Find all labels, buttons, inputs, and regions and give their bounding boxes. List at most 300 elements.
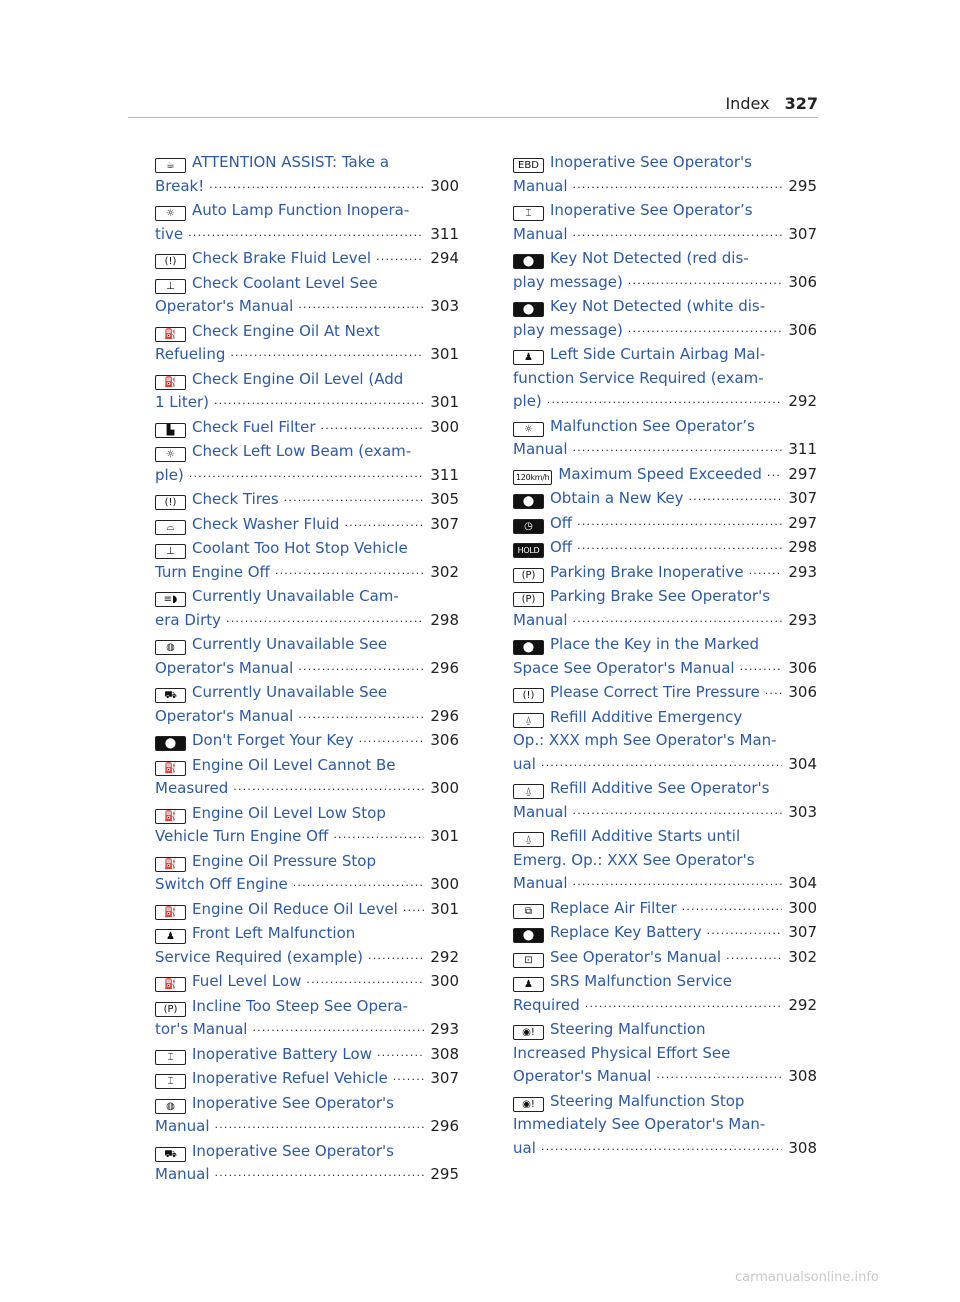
index-entry-text[interactable]: Steering Malfunction xyxy=(550,1020,706,1038)
header-divider xyxy=(128,117,818,118)
dot-leader xyxy=(577,509,782,534)
dot-leader xyxy=(765,678,783,703)
index-entry-text[interactable]: Inoperative See Operator’s xyxy=(550,201,753,219)
index-entry-text[interactable]: Required xyxy=(513,995,580,1014)
index-column-left xyxy=(155,151,459,1188)
index-entry-line xyxy=(155,1115,459,1140)
watermark: carmanualsonline.info xyxy=(735,1270,879,1285)
index-entry-text[interactable]: Left Side Curtain Airbag Mal- xyxy=(550,345,766,363)
dot-leader xyxy=(393,1064,425,1089)
dot-leader xyxy=(321,413,425,438)
dot-leader xyxy=(214,388,424,413)
dot-leader xyxy=(298,654,424,679)
dot-leader xyxy=(306,967,424,992)
page-reference[interactable]: 304 xyxy=(788,874,817,892)
page-reference[interactable]: 311 xyxy=(430,465,459,484)
index-entry-text[interactable]: Immediately See Operator's Man- xyxy=(513,1115,766,1133)
index-entry-line xyxy=(155,657,459,682)
dot-leader xyxy=(585,991,783,1016)
page-reference[interactable]: 300 xyxy=(788,898,817,917)
index-entry-text[interactable]: Off xyxy=(550,538,573,556)
index-entry-text[interactable]: Parking Brake See Operator's xyxy=(550,587,771,605)
lane-assist-icon: ⛟ xyxy=(155,688,186,703)
index-entry-text[interactable]: Obtain a New Key xyxy=(550,489,684,507)
dot-leader xyxy=(209,172,424,197)
index-entry[interactable] xyxy=(513,681,817,706)
index-entry-text[interactable]: Operator's Manual xyxy=(513,1067,652,1085)
key-icon: ⬤ xyxy=(513,928,544,943)
index-entry-line xyxy=(155,898,459,923)
index-entry-text[interactable]: play message) xyxy=(513,320,623,339)
index-entry-line xyxy=(513,825,817,849)
index-entry-text[interactable]: era Dirty xyxy=(155,610,221,629)
page-reference[interactable]: 308 xyxy=(430,1044,459,1063)
page-reference[interactable]: 307 xyxy=(788,489,817,507)
index-entry-text[interactable]: Inoperative Battery Low xyxy=(192,1044,372,1063)
index-entry[interactable] xyxy=(155,1092,459,1140)
index-entry-text[interactable]: Replace Air Filter xyxy=(550,898,677,917)
index-entry-text[interactable]: Key Not Detected (red dis- xyxy=(550,249,749,267)
index-entry[interactable] xyxy=(513,561,817,586)
section-title: Index xyxy=(725,94,770,113)
index-entry-text[interactable]: SRS Malfunction Service xyxy=(550,972,733,990)
index-entry[interactable] xyxy=(155,440,459,488)
index-entry-text[interactable]: Check Tires xyxy=(192,490,279,508)
index-entry-line xyxy=(513,223,817,248)
page-reference[interactable]: 300 xyxy=(430,972,459,990)
engine-oil-icon: ⛽ xyxy=(155,809,186,824)
index-entry-text[interactable]: Manual xyxy=(513,440,568,458)
index-entry[interactable] xyxy=(155,416,459,441)
index-entry-line xyxy=(155,343,459,368)
page-reference[interactable]: 293 xyxy=(430,1020,459,1038)
index-column-right xyxy=(513,151,817,1161)
index-entry[interactable] xyxy=(155,272,459,320)
dot-leader xyxy=(656,1062,782,1087)
index-entry-text[interactable]: Fuel Level Low xyxy=(192,972,302,990)
index-entry[interactable] xyxy=(155,368,459,416)
page-reference[interactable]: 292 xyxy=(788,392,817,410)
index-entry[interactable] xyxy=(155,729,459,754)
index-entry-text[interactable]: function Service Required (exam- xyxy=(513,368,764,387)
page-reference[interactable]: 307 xyxy=(788,923,817,941)
page-reference[interactable]: 306 xyxy=(788,320,817,339)
index-entry-line xyxy=(513,319,817,344)
index-entry[interactable] xyxy=(155,633,459,681)
index-entry-line xyxy=(513,946,817,971)
index-entry[interactable] xyxy=(513,946,817,971)
index-entry[interactable] xyxy=(155,970,459,995)
index-entry[interactable] xyxy=(513,199,817,247)
index-entry-text[interactable]: Turn Engine Off xyxy=(155,562,270,581)
page-header xyxy=(725,94,818,113)
dot-leader xyxy=(573,606,783,631)
index-entry-line xyxy=(155,1163,459,1188)
index-entry-text[interactable]: Operator's Manual xyxy=(155,658,294,677)
engine-oil-icon: ⛽ xyxy=(155,375,186,390)
index-entry-text[interactable]: Measured xyxy=(155,779,229,797)
page-reference[interactable]: 306 xyxy=(788,683,817,701)
index-entry-line xyxy=(155,970,459,995)
speed-limit-icon: 120km/h xyxy=(513,470,552,485)
index-entry-text[interactable]: Place the Key in the Marked xyxy=(550,635,760,653)
index-entry-text[interactable]: Check Engine Oil Level (Add xyxy=(192,369,404,388)
index-entry-text[interactable]: Operator's Manual xyxy=(155,297,294,315)
page-reference[interactable]: 305 xyxy=(430,490,459,508)
assist-circle-icon: ◍ xyxy=(155,640,186,655)
index-entry-text[interactable]: Currently Unavailable See xyxy=(192,683,388,701)
dot-leader xyxy=(333,822,424,847)
index-entry-text[interactable]: Parking Brake Inoperative xyxy=(550,562,744,581)
dot-leader xyxy=(377,1040,424,1065)
auto-lamp-icon: ☼ xyxy=(155,206,186,221)
page-reference[interactable]: 293 xyxy=(788,562,817,581)
index-entry-line xyxy=(513,681,817,706)
page-reference[interactable]: 300 xyxy=(430,779,459,797)
page-reference[interactable]: 296 xyxy=(430,658,459,677)
index-entry-line xyxy=(513,1065,817,1090)
washer-fluid-icon: ⌓ xyxy=(155,520,186,535)
index-entry-text[interactable]: Currently Unavailable Cam- xyxy=(192,587,399,605)
index-entry-text[interactable]: Manual xyxy=(155,1165,210,1183)
dot-leader xyxy=(226,606,424,631)
dot-leader xyxy=(293,870,425,895)
page-reference[interactable]: 301 xyxy=(430,899,459,918)
index-entry-text[interactable]: Auto Lamp Function Inopera- xyxy=(192,201,410,219)
engine-oil-icon: ⛽ xyxy=(155,327,186,342)
index-entry[interactable] xyxy=(155,320,459,368)
index-entry-text[interactable]: Manual xyxy=(155,1117,210,1135)
dot-leader xyxy=(682,894,783,919)
index-entry[interactable] xyxy=(155,537,459,585)
index-entry-text[interactable]: Off xyxy=(550,513,573,532)
index-entry-line xyxy=(155,777,459,802)
page-reference[interactable]: 297 xyxy=(788,464,817,483)
page-reference[interactable]: 296 xyxy=(430,706,459,725)
page-reference[interactable]: 301 xyxy=(430,393,459,411)
index-entry[interactable] xyxy=(513,706,817,778)
key-icon: ⬤ xyxy=(513,494,544,509)
steering-icon: ◉! xyxy=(513,1025,544,1040)
page-reference[interactable]: 300 xyxy=(430,875,459,893)
index-entry[interactable] xyxy=(513,415,817,463)
index-entry-line xyxy=(513,271,817,296)
dot-leader xyxy=(541,1134,782,1159)
index-entry[interactable] xyxy=(513,633,817,681)
air-filter-icon: ⧉ xyxy=(513,904,544,919)
additive-icon: ⍙ xyxy=(513,713,544,728)
index-entry[interactable] xyxy=(155,1067,459,1092)
page-reference[interactable]: 298 xyxy=(430,610,459,629)
page-reference[interactable]: 303 xyxy=(430,297,459,315)
index-entry[interactable] xyxy=(155,585,459,633)
dot-leader xyxy=(376,244,424,269)
attention-assist-off-icon: ☕ xyxy=(155,158,186,173)
index-entry-text[interactable]: Replace Key Battery xyxy=(550,923,702,941)
dot-leader xyxy=(767,460,782,485)
airbag-icon: ♟ xyxy=(513,977,544,992)
index-entry-text[interactable]: Check Left Low Beam (exam- xyxy=(192,442,412,460)
index-entry-line xyxy=(513,1090,817,1114)
index-entry-text[interactable]: Currently Unavailable See xyxy=(192,635,388,653)
fuel-level-icon: ⛽ xyxy=(155,977,186,992)
page-reference[interactable]: 311 xyxy=(788,440,817,458)
index-entry-text[interactable]: ple) xyxy=(155,465,184,484)
dot-leader xyxy=(298,292,424,317)
index-entry[interactable] xyxy=(513,247,817,295)
index-entry-text[interactable]: Inoperative See Operator's xyxy=(192,1141,394,1160)
parking-brake-icon: (P) xyxy=(513,592,544,607)
assist-circle-icon: ◍ xyxy=(155,1099,186,1114)
index-entry-text[interactable]: 1 Liter) xyxy=(155,393,209,411)
parking-brake-icon: (P) xyxy=(513,568,544,583)
page-reference[interactable]: 292 xyxy=(788,995,817,1014)
index-entry-line xyxy=(155,175,459,200)
dot-leader xyxy=(275,558,424,583)
dot-leader xyxy=(188,220,424,245)
dot-leader xyxy=(573,172,783,197)
page-reference[interactable]: 307 xyxy=(430,1069,459,1087)
page-reference[interactable]: 304 xyxy=(788,754,817,773)
dot-leader xyxy=(344,510,424,535)
index-entry-text[interactable]: Inoperative See Operator's xyxy=(550,153,752,171)
page-reference[interactable]: 298 xyxy=(788,538,817,556)
index-entry[interactable] xyxy=(513,343,817,415)
index-entry-line xyxy=(513,561,817,586)
index-entry[interactable] xyxy=(155,199,459,247)
page-reference[interactable]: 300 xyxy=(430,417,459,436)
dot-leader xyxy=(577,533,782,558)
index-entry-line xyxy=(155,561,459,586)
index-entry-text[interactable]: play message) xyxy=(513,272,623,291)
index-entry-text[interactable]: Steering Malfunction Stop xyxy=(550,1091,745,1110)
index-entry[interactable] xyxy=(155,898,459,923)
airbag-icon: ♟ xyxy=(155,929,186,944)
index-entry-text[interactable]: Inoperative See Operator's xyxy=(192,1093,394,1112)
index-entry-text[interactable]: Coolant Too Hot Stop Vehicle xyxy=(192,539,408,557)
manual-icon: ⊡ xyxy=(513,953,544,968)
index-entry[interactable] xyxy=(155,513,459,538)
index-entry-line xyxy=(155,825,459,850)
battery-icon: ⌶ xyxy=(155,1050,186,1065)
index-entry-text[interactable]: ual xyxy=(513,754,536,773)
index-entry-text[interactable]: Break! xyxy=(155,176,205,195)
index-entry[interactable] xyxy=(155,922,459,970)
index-entry-text[interactable]: Switch Off Engine xyxy=(155,875,288,893)
index-entry-text[interactable]: Refill Additive Emergency xyxy=(550,707,743,726)
index-entry-text[interactable]: Key Not Detected (white dis- xyxy=(550,297,766,315)
page-number: 327 xyxy=(784,94,818,113)
page-reference[interactable]: 297 xyxy=(788,513,817,532)
page-reference[interactable]: 293 xyxy=(788,610,817,629)
dot-leader xyxy=(252,1015,424,1040)
index-entry-text[interactable]: Service Required (example) xyxy=(155,947,364,966)
index-entry[interactable] xyxy=(155,681,459,729)
page-reference[interactable]: 306 xyxy=(430,731,459,749)
index-entry-text[interactable]: Emerg. Op.: XXX See Operator's xyxy=(513,850,755,869)
dot-leader xyxy=(233,774,424,799)
index-entry-line xyxy=(513,706,817,730)
index-entry-text[interactable]: See Operator's Manual xyxy=(550,947,722,966)
index-entry-text[interactable]: tive xyxy=(155,224,184,243)
index-entry-line xyxy=(513,801,817,826)
key-icon: ⬤ xyxy=(155,736,186,751)
index-entry-text[interactable]: tor's Manual xyxy=(155,1020,248,1038)
engine-oil-icon: ⛽ xyxy=(155,761,186,776)
page-reference[interactable]: 308 xyxy=(788,1138,817,1157)
index-entry[interactable] xyxy=(513,1090,817,1162)
index-entry-line xyxy=(513,994,817,1019)
index-entry-line xyxy=(513,753,817,778)
index-entry-line xyxy=(155,295,459,320)
index-entry[interactable] xyxy=(155,850,459,898)
dot-leader xyxy=(740,654,783,679)
index-entry-text[interactable]: ATTENTION ASSIST: Take a xyxy=(192,153,390,171)
dot-leader xyxy=(573,798,783,823)
index-entry[interactable] xyxy=(155,1140,459,1188)
page-reference[interactable]: 306 xyxy=(788,272,817,291)
index-entry[interactable] xyxy=(513,585,817,633)
dot-leader xyxy=(215,1160,425,1185)
index-entry-line xyxy=(513,609,817,634)
dot-leader xyxy=(298,702,424,727)
index-entry[interactable] xyxy=(513,295,817,343)
additive-icon: ⍙ xyxy=(513,784,544,799)
additive-icon: ⍙ xyxy=(513,832,544,847)
page-reference[interactable]: 302 xyxy=(430,562,459,581)
index-entry-line xyxy=(155,1067,459,1092)
page-reference[interactable]: 295 xyxy=(788,176,817,195)
dot-leader xyxy=(726,943,782,968)
page-reference[interactable]: 301 xyxy=(430,827,459,845)
dot-leader xyxy=(749,558,783,583)
index-entry-text[interactable]: Op.: XXX mph See Operator's Man- xyxy=(513,731,777,749)
fuel-filter-icon: ▙ xyxy=(155,423,186,438)
index-entry-text[interactable]: Refill Additive See Operator's xyxy=(550,779,770,797)
engine-oil-icon: ⛽ xyxy=(155,905,186,920)
index-entry-text[interactable]: Engine Oil Pressure Stop xyxy=(192,851,377,870)
low-beam-icon: ☼ xyxy=(513,422,544,437)
index-entry-text[interactable]: Maximum Speed Exceeded xyxy=(558,464,762,483)
coolant-icon: ⊥ xyxy=(155,279,186,294)
index-entry-text[interactable]: Check Coolant Level See xyxy=(192,273,378,292)
airbag-icon: ♟ xyxy=(513,350,544,365)
index-entry-text[interactable]: Please Correct Tire Pressure xyxy=(550,683,760,701)
index-entry[interactable] xyxy=(513,825,817,897)
index-entry-line xyxy=(513,1018,817,1042)
camera-dirty-icon: ≡◗ xyxy=(155,592,186,607)
hold-icon: HOLD xyxy=(513,543,544,558)
index-entry-line xyxy=(513,175,817,200)
page-reference[interactable]: 300 xyxy=(430,176,459,195)
index-entry-text[interactable]: ple) xyxy=(513,392,542,410)
index-entry-text[interactable]: Check Fuel Filter xyxy=(192,417,316,436)
index-entry[interactable] xyxy=(513,151,817,199)
index-entry-text[interactable]: Manual xyxy=(513,176,568,195)
index-entry-line xyxy=(155,416,459,441)
page-reference[interactable]: 301 xyxy=(430,345,459,363)
index-entry-text[interactable]: Vehicle Turn Engine Off xyxy=(155,827,329,845)
page-reference[interactable]: 307 xyxy=(430,514,459,533)
index-entry-text[interactable]: Engine Oil Level Low Stop xyxy=(192,803,386,822)
index-entry-text[interactable]: Refill Additive Starts until xyxy=(550,827,741,845)
dot-leader xyxy=(573,220,783,245)
index-entry-line xyxy=(155,247,459,272)
index-entry-text[interactable]: Check Washer Fluid xyxy=(192,514,340,533)
page-reference[interactable]: 311 xyxy=(430,224,459,243)
dot-leader xyxy=(573,869,783,894)
index-entry-text[interactable]: Inoperative Refuel Vehicle xyxy=(192,1069,388,1087)
index-entry[interactable] xyxy=(513,1018,817,1090)
tire-pressure-icon: (!) xyxy=(513,688,544,703)
index-entry-line xyxy=(513,343,817,367)
index-entry-text[interactable]: Refueling xyxy=(155,345,226,363)
index-entry-text[interactable]: Engine Oil Level Cannot Be xyxy=(192,755,396,774)
dot-leader xyxy=(688,484,782,509)
page-reference[interactable]: 295 xyxy=(430,1165,459,1183)
page-reference[interactable]: 307 xyxy=(788,224,817,243)
index-entry-text[interactable]: Manual xyxy=(513,224,568,243)
index-entry-text[interactable]: Manual xyxy=(513,610,568,629)
page-reference[interactable]: 296 xyxy=(430,1117,459,1135)
index-entry-text[interactable]: Operator's Manual xyxy=(155,706,294,725)
index-entry[interactable] xyxy=(155,247,459,272)
page-reference[interactable]: 302 xyxy=(788,947,817,966)
index-entry-text[interactable]: Increased Physical Effort See xyxy=(513,1043,731,1062)
index-entry-text[interactable]: Space See Operator's Manual xyxy=(513,658,735,677)
index-entry[interactable] xyxy=(155,151,459,199)
index-entry[interactable] xyxy=(155,995,459,1043)
dot-leader xyxy=(359,726,425,751)
battery-icon: ⌶ xyxy=(155,1074,186,1089)
dot-leader xyxy=(215,1112,425,1137)
ebd-icon: EBD xyxy=(513,158,544,173)
key-icon: ⬤ xyxy=(513,254,544,269)
dot-leader xyxy=(573,435,783,460)
page-reference[interactable]: 306 xyxy=(788,658,817,677)
tire-pressure-icon: (!) xyxy=(155,495,186,510)
index-entry-line xyxy=(155,609,459,634)
dot-leader xyxy=(541,750,782,775)
index-entry-text[interactable]: Manual xyxy=(513,874,568,892)
engine-oil-icon: ⛽ xyxy=(155,857,186,872)
index-entry[interactable] xyxy=(513,970,817,1018)
battery-icon: ⌶ xyxy=(513,206,544,221)
index-entry-text[interactable]: Incline Too Steep See Opera- xyxy=(192,996,408,1015)
index-entry-text[interactable]: Manual xyxy=(513,802,568,821)
index-entry[interactable] xyxy=(155,754,459,802)
parking-brake-icon: (P) xyxy=(155,1002,186,1017)
index-entry-text[interactable]: Engine Oil Reduce Oil Level xyxy=(192,899,398,918)
page-reference[interactable]: 308 xyxy=(788,1067,817,1085)
page-reference[interactable]: 294 xyxy=(430,249,459,267)
page-reference[interactable]: 292 xyxy=(430,947,459,966)
dot-leader xyxy=(628,316,783,341)
index-entry-text[interactable]: Don't Forget Your Key xyxy=(192,731,354,749)
index-entry[interactable] xyxy=(513,777,817,825)
index-entry-text[interactable]: Check Engine Oil At Next xyxy=(192,321,380,340)
index-entry-text[interactable]: ual xyxy=(513,1138,536,1157)
index-entry-text[interactable]: Front Left Malfunction xyxy=(192,924,356,942)
index-entry[interactable] xyxy=(155,802,459,850)
index-entry-line xyxy=(513,1137,817,1162)
low-beam-icon: ☼ xyxy=(155,447,186,462)
dot-leader xyxy=(368,943,424,968)
page-reference[interactable]: 303 xyxy=(788,802,817,821)
index-entry-text[interactable]: Check Brake Fluid Level xyxy=(192,249,372,267)
index-entry-text[interactable]: Malfunction See Operator’s xyxy=(550,416,755,435)
index-entry-line xyxy=(155,729,459,754)
